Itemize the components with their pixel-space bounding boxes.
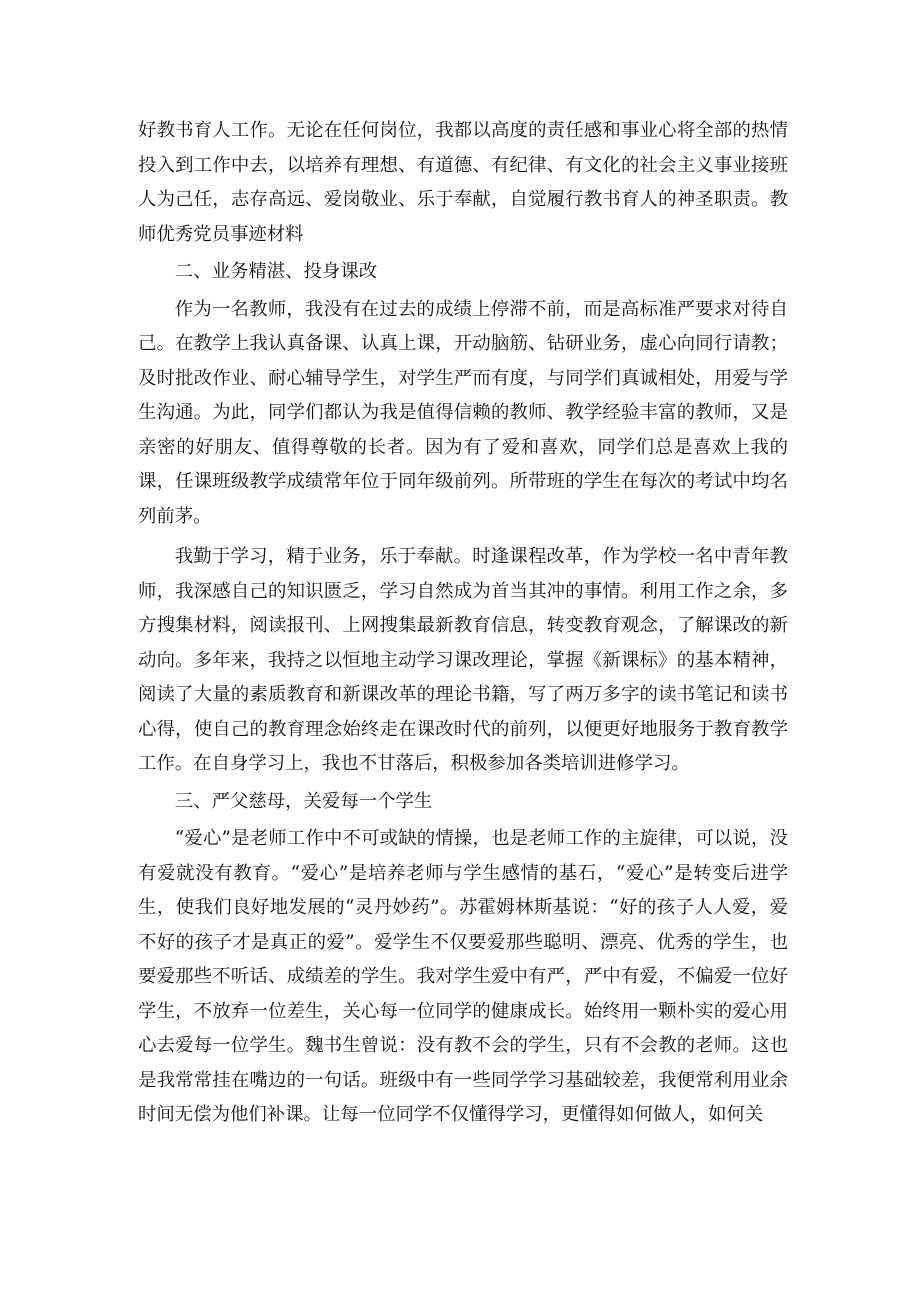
section-heading-2: 二、业务精湛、投身课改 bbox=[174, 261, 378, 282]
section-heading-3: 三、严父慈母，关爱每一个学生 bbox=[174, 790, 433, 812]
paragraph-continued: 好教书育人工作。无论在任何岗位，我都以高度的责任感和事业心将全部的热情投入到工作中去，以培养有理想、有道德、有纪律、有文化的社会主义事业接班人为己任，志存高远、爱岗敬业、乐于奉献，自觉履行教书育人的神圣职责。教师优秀党员事迹材料 bbox=[138, 120, 788, 245]
document-body bbox=[138, 114, 788, 1133]
paragraph: “爱心”是老师工作中不可或缺的情操，也是老师工作的主旋律，可以说，没有爱就没有教育。“爱心”是培养老师与学生感情的基石，“爱心”是转变后进学生，使我们良好地发展的“灵丹妙药”。苏霍姆林斯基说：“好的孩子人人爱，爱不好的孩子才是真正的爱”。爱学生不仅要爱那些聪明、漂亮、优秀的学生，也要爱那些不听话、成绩差的学生。我对学生爱中有严，严中有爱，不偏爱一位好学生，不放弃一位差生，关心每一位同学的健康成长。始终用一颗朴实的爱心用心去爱每一位学生。魏书生曾说：没有教不会的学生，只有不会教的老师。这也是我常常挂在嘴边的一句话。班级中有一些同学学习基础较差，我便常利用业余时间无偿为他们补课。让每一位同学不仅懂得学习，更懂得如何做人，如何关 bbox=[138, 828, 788, 1125]
paragraph: 作为一名教师，我没有在过去的成绩上停滞不前，而是高标准严要求对待自己。在教学上我认真备课、认真上课，开动脑筋、钻研业务，虚心向同行请教；及时批改作业、耐心辅导学生，对学生严而有度，与同学们真诚相处，用爱与学生沟通。为此，同学们都认为我是值得信赖的教师、教学经验丰富的教师，又是亲密的好朋友、值得尊敬的长者。因为有了爱和喜欢，同学们总是喜欢上我的课，任课班级教学成绩常年位于同年级前列。所带班的学生在每次的考试中均名列前茅。 bbox=[138, 298, 788, 527]
paragraph: 我勤于学习，精于业务，乐于奉献。时逢课程改革，作为学校一名中青年教师，我深感自己的知识匮乏，学习自然成为首当其冲的事情。利用工作之余，多方搜集材料，阅读报刊、上网搜集最新教育信息，转变教育观念，了解课改的新动向。多年来，我持之以恒地主动学习课改理论，掌握《新课标》的基本精神，阅读了大量的素质教育和新课改革的理论书籍，写了两万多字的读书笔记和读书心得，使自己的教育理念始终走在课改时代的前列，以便更好地服务于教育教学工作。在自身学习上，我也不甘落后，积极参加各类培训进修学习。 bbox=[138, 546, 788, 774]
